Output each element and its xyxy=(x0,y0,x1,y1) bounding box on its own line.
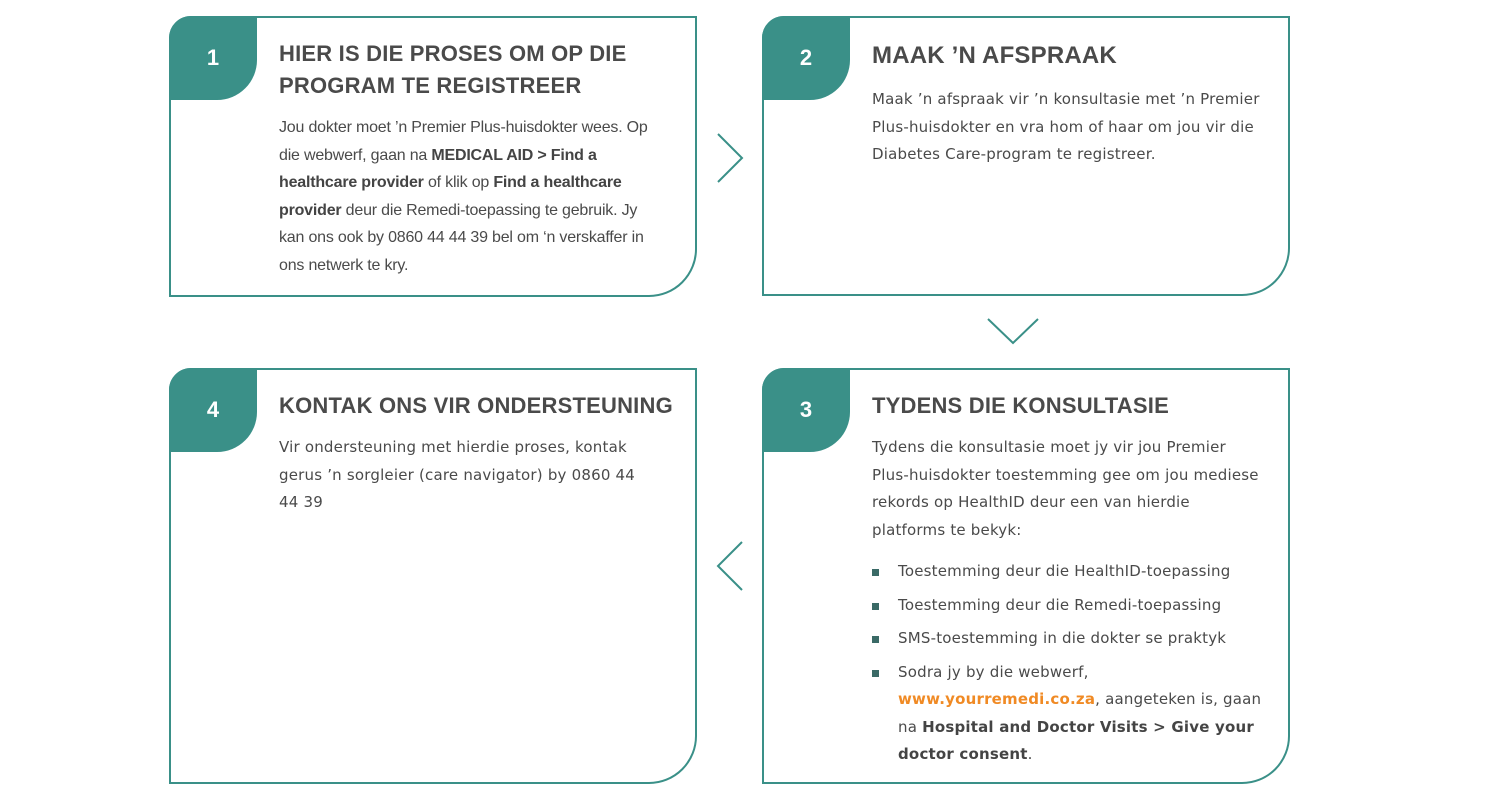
step-card-2 xyxy=(762,16,1290,296)
step-title: MAAK ’N AFSPRAAK xyxy=(872,42,1117,69)
step-card-4 xyxy=(169,368,697,784)
list-item: Toestemming deur die Remedi-toepassing xyxy=(872,592,1267,620)
step-description: Vir ondersteuning met hierdie proses, kontak gerus ’n sorgleier (care navigator) by 0860 44 44 39 xyxy=(279,438,636,511)
text-segment: Jou dokter moet ’n Premier Plus-huisdokter wees. Op die webwerf, gaan na xyxy=(279,119,648,164)
list-item: SMS-toestemming in die dokter se praktyk xyxy=(872,625,1267,653)
step-description xyxy=(279,114,664,279)
step-description-text: Tydens die konsultasie moet jy vir jou Premier Plus-huisdokter toestemming gee om jou mediese rekords op HealthID deur een van hierdie platforms te bekyk: xyxy=(872,438,1259,539)
step-title xyxy=(279,38,679,102)
step-title: KONTAK ONS VIR ONDERSTEUNING xyxy=(279,393,673,418)
step-description: Maak ’n afspraak vir ’n konsultasie met ’n Premier Plus-huisdokter en vra hom of haar om jou vir die Diabetes Care-program te registreer. xyxy=(872,90,1260,163)
list-item: Toestemming deur die HealthID-toepassing xyxy=(872,558,1267,586)
text-segment: Sodra jy by die webwerf, xyxy=(898,662,1089,681)
text-segment: . xyxy=(1027,745,1033,763)
step-number-badge xyxy=(762,368,850,452)
step-description xyxy=(872,434,1267,775)
step-title: TYDENS DIE KONSULTASIE xyxy=(872,393,1169,418)
bold-segment: Find a healthcare provider xyxy=(279,174,622,219)
website-link[interactable]: www.yourremedi.co.za xyxy=(898,690,1096,708)
step-number: 4 xyxy=(206,397,220,422)
step-number: 2 xyxy=(799,45,813,70)
text-segment: of klik op xyxy=(423,174,494,191)
step-card-1 xyxy=(169,16,697,297)
step-title-line: PROGRAM TE REGISTREER xyxy=(279,73,582,98)
step-title-line: HIER IS DIE PROSES OM OP DIE xyxy=(279,41,627,66)
step-card-3 xyxy=(762,368,1290,784)
chevron-left-icon xyxy=(714,540,746,592)
text-segment: deur die Remedi-toepassing te gebruik. Jy kan ons ook by 0860 44 44 39 bel om ‘n verskaffer in ons netwerk te kry. xyxy=(279,201,644,274)
bold-segment: MEDICAL AID > Find a healthcare provider xyxy=(279,146,597,191)
step-number: 1 xyxy=(206,45,220,70)
text-segment: , aangeteken is, gaan na xyxy=(898,690,1262,736)
consent-options-list xyxy=(872,558,1267,769)
chevron-right-icon xyxy=(714,132,746,184)
list-item xyxy=(872,659,1267,769)
step-number-badge xyxy=(169,368,257,452)
step-number: 3 xyxy=(799,397,813,422)
chevron-down-icon xyxy=(986,316,1040,346)
step-number-badge xyxy=(169,16,257,100)
bold-segment: Hospital and Doctor Visits > Give your doctor consent xyxy=(898,717,1254,763)
step-number-badge xyxy=(762,16,850,100)
